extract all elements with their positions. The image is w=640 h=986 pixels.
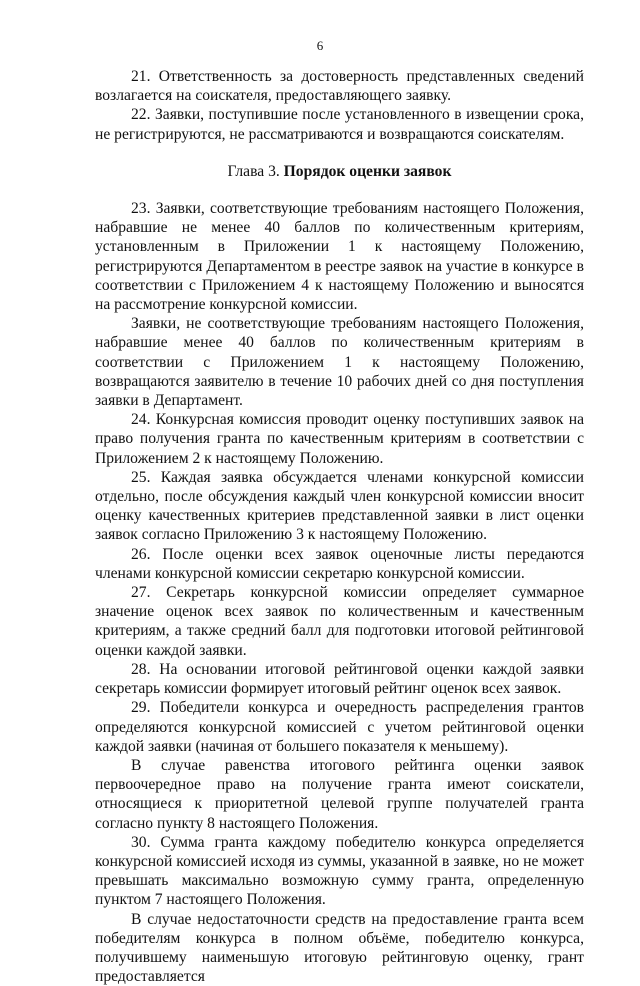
paragraph-23: 23. Заявки, соответствующие требованиям настоящего Положения, набравшие не менее 40 баллов по количественным критериям, установленным в Приложении 1 к настоящему Положению, регистрируются Департаментом в реестре заявок на участие в конкурсе в соответствии с Приложением 4 к настоящему Положению и выносятся на рассмотрение конкурсной комиссии. (95, 200, 584, 314)
paragraph-30: 30. Сумма гранта каждому победителю конкурса определяется конкурсной комиссией исходя из суммы, указанной в заявке, но не может превышать максимально возможную сумму гранта, определенную пунктом 7 настоящего Положения. (95, 833, 584, 909)
paragraph-29-continued: В случае равенства итогового рейтинга оценки заявок первоочередное право на получение гранта имеют соискатели, относящиеся к приоритетной целевой группе получателей гранта согласно пункту 8 настоящего Положения. (95, 756, 584, 832)
paragraph-21: 21. Ответственность за достоверность представленных сведений возлагается на соискателя, предоставляющего заявку. (95, 68, 584, 105)
paragraph-30-continued: В случае недостаточности средств на предоставление гранта всем победителям конкурса в полном объёме, победителю конкурса, получившему наименьшую итоговую рейтинговую оценку, грант предоставляется (95, 910, 584, 986)
paragraph-22: 22. Заявки, поступившие после установленного в извещении срока, не регистрируются, не рассматриваются и возвращаются соискателям. (95, 106, 584, 143)
chapter-title: Порядок оценки заявок (283, 162, 452, 180)
paragraph-29: 29. Победители конкурса и очередность распределения грантов определяются конкурсной комиссией с учетом рейтинговой оценки каждой заявки (начиная от большего показателя к меньшему). (95, 699, 584, 755)
paragraph-27: 27. Секретарь конкурсной комиссии определяет суммарное значение оценок всех заявок по количественным и качественным критериям, а также средний балл для подготовки итоговой рейтинговой оценки каждой заявки. (95, 584, 584, 659)
paragraph-28: 28. На основании итоговой рейтинговой оценки каждой заявки секретарь комиссии формирует итоговый рейтинг оценок всех заявок. (95, 660, 584, 698)
paragraph-24: 24. Конкурсная комиссия проводит оценку поступивших заявок на право получения гранта по качественным критериям в соответствии с Приложением 2 к настоящему Положению. (95, 411, 584, 467)
chapter-heading (95, 162, 584, 181)
page-number: 6 (316, 38, 324, 53)
document-body (95, 67, 584, 986)
chapter-label: Глава 3. (227, 162, 280, 180)
paragraph-23-continued: Заявки, не соответствующие требованиям настоящего Положения, набравшие менее 40 баллов по количественным критериям в соответствии с Приложением 1 к настоящему Положению, возвращаются заявителю в течение 10 рабочих дней со дня поступления заявки в Департамент. (95, 315, 584, 410)
paragraph-26: 26. После оценки всех заявок оценочные листы передаются членами конкурсной комиссии секретарю конкурсной комиссии. (95, 545, 584, 582)
paragraph-25: 25. Каждая заявка обсуждается членами конкурсной комиссии отдельно, после обсуждения каждый член конкурсной комиссии вносит оценку качественных критериев представленной заявки в лист оценки заявок согласно Приложению 3 к настоящему Положению. (95, 468, 584, 544)
